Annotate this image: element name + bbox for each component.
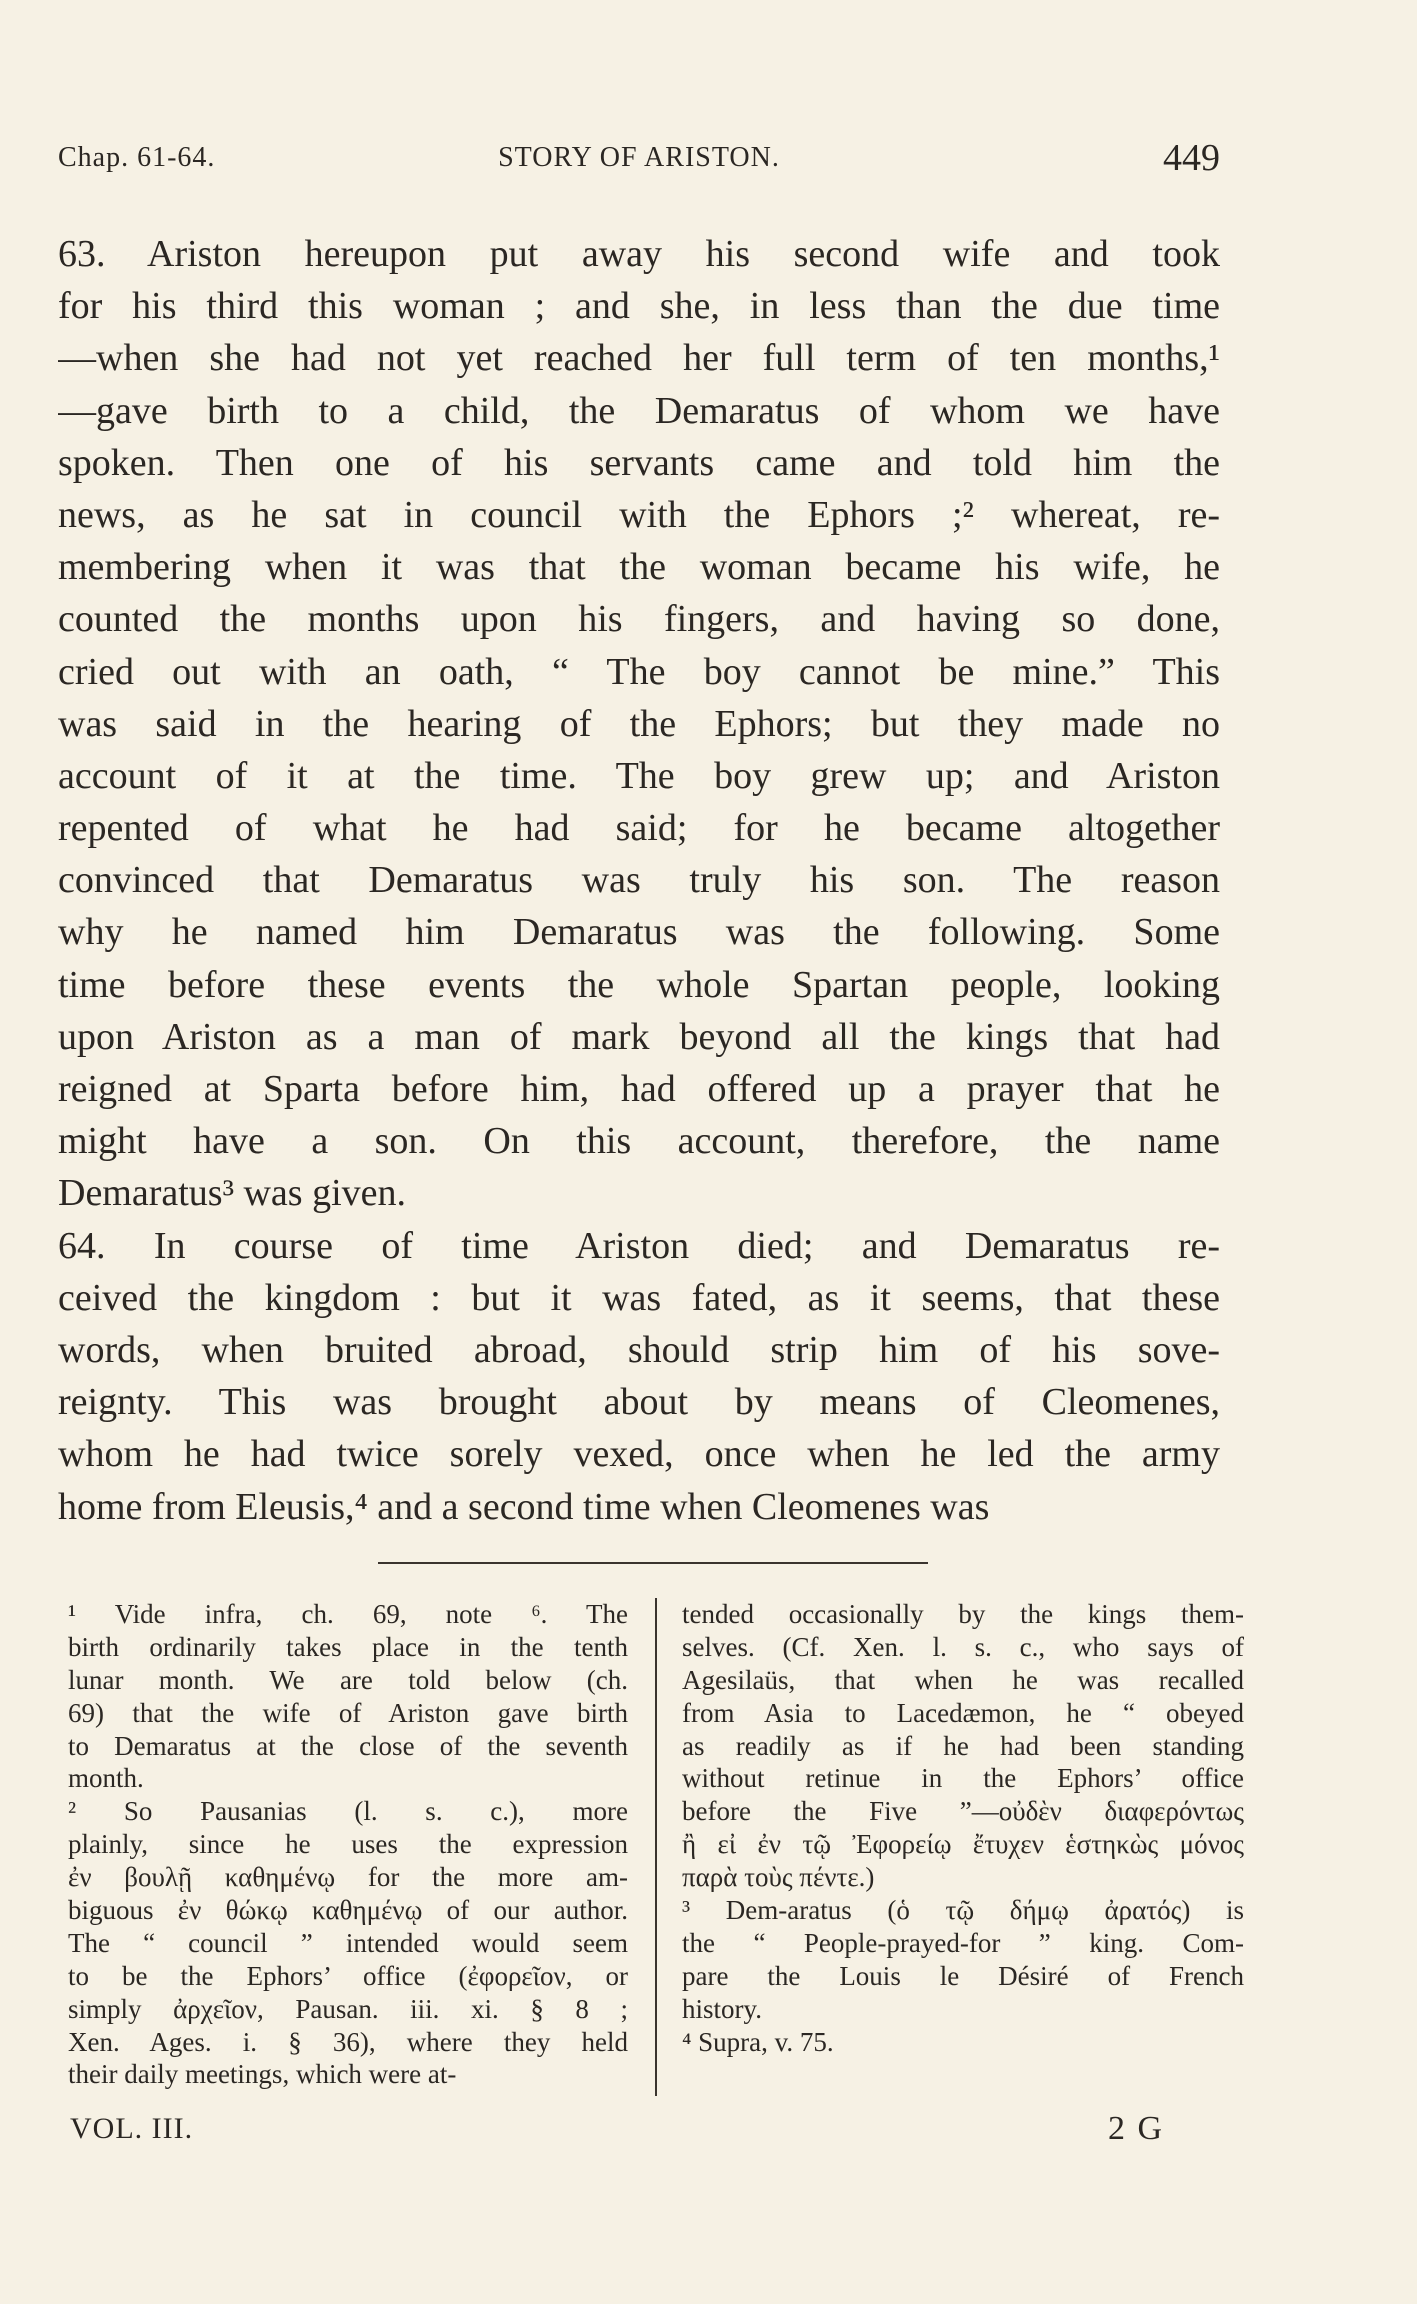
- text-line: might have a son. On this account, therefore, the name: [58, 1120, 1220, 1163]
- text-line: upon Ariston as a man of mark beyond all the kings that had: [58, 1015, 1220, 1058]
- text-line: account of it at the time. The boy grew up; and Ariston: [58, 754, 1220, 797]
- text-line: reignty. This was brought about by means of Cleomenes,: [58, 1381, 1220, 1424]
- footnote-line: as readily as if he had been standing: [682, 1730, 1244, 1761]
- footnote-line: simply ἀρχεῖον, Pausan. iii. xi. § 8 ;: [68, 1993, 628, 2024]
- text-line: news, as he sat in council with the Ephors ;² whereat, re-: [58, 493, 1220, 536]
- text-line: repented of what he had said; for he became altogether: [58, 807, 1220, 850]
- text-line: for his third this woman ; and she, in less than the due time: [58, 285, 1220, 328]
- footnote-line: from Asia to Lacedæmon, he “ obeyed: [682, 1697, 1244, 1728]
- footnote-line: 69) that the wife of Ariston gave birth: [68, 1697, 628, 1728]
- page-footer: [70, 2112, 1220, 2152]
- text-line: Demaratus³ was given.: [58, 1172, 407, 1215]
- main-text: [58, 228, 1220, 1533]
- text-line: reigned at Sparta before him, had offered up a prayer that he: [58, 1068, 1220, 1110]
- text-line: counted the months upon his fingers, and having so done,: [58, 598, 1220, 641]
- text-line: words, when bruited abroad, should strip him of his sove-: [58, 1328, 1220, 1371]
- signature-mark: 2 G: [1107, 2110, 1164, 2147]
- text-line: whom he had twice sorely vexed, once when he led the army: [58, 1433, 1220, 1476]
- footnote-line: biguous ἐν θώκῳ καθημένῳ of our author.: [68, 1895, 628, 1926]
- chapter-range: Chap. 61-64.: [58, 142, 216, 173]
- footnote-line: The “ council ” intended would seem: [68, 1927, 628, 1958]
- text-line: —gave birth to a child, the Demaratus of whom we have: [58, 389, 1220, 432]
- footnote-line: history.: [682, 1993, 762, 2024]
- page-number: 449: [1163, 137, 1220, 179]
- text-line: 63. Ariston hereupon put away his second wife and took: [58, 233, 1220, 275]
- footnote-line: without retinue in the Ephors’ office: [682, 1763, 1244, 1794]
- text-line: 64. In course of time Ariston died; and Demaratus re-: [58, 1224, 1220, 1267]
- text-line: spoken. Then one of his servants came and told him the: [58, 441, 1220, 484]
- running-title: STORY OF ARISTON.: [498, 142, 780, 173]
- footnote-line: plainly, since he uses the expression: [68, 1829, 628, 1860]
- footnote-column-divider: [655, 1598, 657, 2096]
- text-line: was said in the hearing of the Ephors; but they made no: [58, 702, 1220, 745]
- footnote-line: παρὰ τοὺς πέντε.): [682, 1862, 875, 1893]
- text-line: why he named him Demaratus was the following. Some: [58, 911, 1220, 954]
- text-line: membering when it was that the woman became his wife, he: [58, 546, 1220, 589]
- footnote-line: ¹ Vide infra, ch. 69, note ⁶. The: [68, 1599, 628, 1629]
- footnote-line: lunar month. We are told below (ch.: [68, 1664, 628, 1695]
- footnote-divider: [378, 1562, 928, 1564]
- footnote-line: pare the Louis le Désiré of French: [682, 1960, 1244, 1991]
- footnote-line: ⁴ Supra, v. 75.: [682, 2026, 834, 2057]
- footnote-line: ἢ εἰ ἐν τῷ Ἐφορείῳ ἔτυχεν ἑστηκὼς μόνος: [682, 1829, 1244, 1860]
- text-line: cried out with an oath, “ The boy cannot be mine.” This: [58, 650, 1220, 693]
- footnote-line: their daily meetings, which were at-: [68, 2059, 457, 2090]
- footnote-line: before the Five ”—οὐδὲν διαφερόντως: [682, 1796, 1244, 1827]
- footnote-line: Xen. Ages. i. § 36), where they held: [68, 2026, 628, 2057]
- footnote-line: birth ordinarily takes place in the tenth: [68, 1631, 628, 1662]
- footnote-line: the “ People-prayed-for ” king. Com-: [682, 1927, 1244, 1958]
- footnote-line: Agesilaüs, that when he was recalled: [682, 1664, 1244, 1695]
- footnote-line: ἐν βουλῇ καθημένῳ for the more am-: [68, 1862, 628, 1893]
- running-header: [58, 137, 1220, 186]
- text-line: ceived the kingdom : but it was fated, as it seems, that these: [58, 1276, 1220, 1319]
- footnote-line: month.: [68, 1763, 144, 1794]
- text-line: convinced that Demaratus was truly his son. The reason: [58, 859, 1220, 902]
- text-line: —when she had not yet reached her full term of ten months,¹: [58, 337, 1220, 380]
- footnote-line: to Demaratus at the close of the seventh: [68, 1730, 628, 1761]
- footnote-line: ³ Dem-aratus (ὁ τῷ δήμῳ ἀρατός) is: [682, 1895, 1244, 1926]
- footnotes-right-column: [682, 1598, 1244, 2058]
- text-line: time before these events the whole Spartan people, looking: [58, 963, 1220, 1006]
- footnotes-left-column: [68, 1598, 628, 2091]
- footnote-line: ² So Pausanias (l. s. c.), more: [68, 1796, 628, 1827]
- footnote-line: to be the Ephors’ office (ἐφορεῖον, or: [68, 1960, 628, 1991]
- volume-label: VOL. III.: [70, 2112, 194, 2145]
- text-line: home from Eleusis,⁴ and a second time when Cleomenes was: [58, 1485, 990, 1528]
- footnote-line: tended occasionally by the kings them-: [682, 1599, 1244, 1629]
- footnote-line: selves. (Cf. Xen. l. s. c., who says of: [682, 1631, 1244, 1662]
